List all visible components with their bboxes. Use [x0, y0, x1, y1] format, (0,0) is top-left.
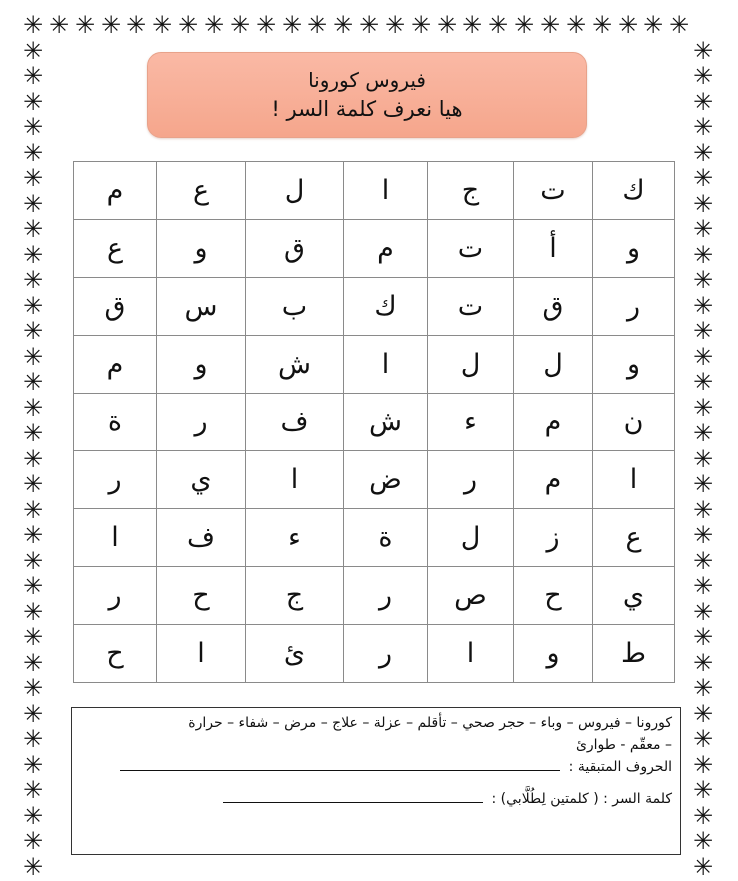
- page-subtitle: هيا نعرف كلمة السر !: [271, 97, 463, 121]
- secret-word-row: [80, 788, 672, 810]
- grid-cell[interactable]: ع: [74, 219, 157, 277]
- asterisk-star-icon: ✳: [22, 598, 44, 626]
- grid-cell[interactable]: ا: [344, 162, 428, 220]
- grid-cell[interactable]: ر: [157, 393, 246, 451]
- asterisk-star-icon: ✳: [48, 11, 70, 39]
- grid-cell[interactable]: ر: [428, 451, 514, 509]
- asterisk-star-icon: ✳: [22, 623, 44, 651]
- asterisk-star-icon: ✳: [513, 11, 535, 39]
- asterisk-star-icon: ✳: [692, 113, 714, 141]
- asterisk-star-icon: ✳: [22, 88, 44, 116]
- asterisk-star-icon: ✳: [358, 11, 380, 39]
- asterisk-star-icon: ✳: [22, 37, 44, 65]
- asterisk-star-icon: ✳: [22, 572, 44, 600]
- grid-cell[interactable]: ش: [246, 335, 344, 393]
- grid-row: [74, 625, 675, 683]
- asterisk-star-icon: ✳: [22, 547, 44, 575]
- grid-cell[interactable]: ء: [428, 393, 514, 451]
- grid-cell[interactable]: ت: [428, 277, 514, 335]
- asterisk-star-icon: ✳: [22, 674, 44, 702]
- asterisk-star-icon: ✳: [692, 394, 714, 422]
- asterisk-star-icon: ✳: [22, 827, 44, 855]
- asterisk-star-icon: ✳: [692, 496, 714, 524]
- asterisk-star-icon: ✳: [229, 11, 251, 39]
- asterisk-star-icon: ✳: [692, 37, 714, 65]
- asterisk-star-icon: ✳: [461, 11, 483, 39]
- asterisk-star-icon: ✳: [22, 802, 44, 830]
- asterisk-star-icon: ✳: [692, 674, 714, 702]
- grid-cell[interactable]: و: [593, 335, 675, 393]
- asterisk-star-icon: ✳: [22, 190, 44, 218]
- asterisk-star-icon: ✳: [306, 11, 328, 39]
- asterisk-star-icon: ✳: [151, 11, 173, 39]
- grid-cell[interactable]: م: [74, 162, 157, 220]
- asterisk-star-icon: ✳: [692, 317, 714, 345]
- asterisk-star-icon: ✳: [692, 62, 714, 90]
- grid-cell[interactable]: ي: [157, 451, 246, 509]
- word-list-line-1: كورونا – فيروس – وباء – حجر صحي – تأقلم – عزلة – علاج – مرض – شفاء – حرارة: [188, 715, 672, 731]
- grid-cell[interactable]: ل: [246, 162, 344, 220]
- grid-cell[interactable]: ء: [246, 509, 344, 567]
- grid-row: [74, 277, 675, 335]
- grid-cell[interactable]: ف: [157, 509, 246, 567]
- grid-cell[interactable]: م: [514, 451, 593, 509]
- asterisk-star-icon: ✳: [692, 853, 714, 881]
- asterisk-star-icon: ✳: [22, 649, 44, 677]
- grid-cell[interactable]: ي: [593, 567, 675, 625]
- grid-cell[interactable]: أ: [514, 219, 593, 277]
- grid-cell[interactable]: م: [74, 335, 157, 393]
- grid-cell[interactable]: ص: [428, 567, 514, 625]
- grid-cell[interactable]: ر: [74, 567, 157, 625]
- grid-row: [74, 393, 675, 451]
- grid-row: [74, 567, 675, 625]
- asterisk-star-icon: ✳: [22, 343, 44, 371]
- grid-cell[interactable]: ح: [514, 567, 593, 625]
- grid-row: [74, 451, 675, 509]
- asterisk-star-icon: ✳: [22, 394, 44, 422]
- asterisk-star-icon: ✳: [22, 317, 44, 345]
- page-title: فيروس كورونا: [308, 68, 426, 92]
- grid-cell[interactable]: ن: [593, 393, 675, 451]
- grid-cell[interactable]: ب: [246, 277, 344, 335]
- grid-cell[interactable]: ا: [428, 625, 514, 683]
- grid-cell[interactable]: ز: [514, 509, 593, 567]
- asterisk-star-icon: ✳: [692, 292, 714, 320]
- grid-cell[interactable]: ق: [74, 277, 157, 335]
- word-list-box: [71, 707, 681, 855]
- asterisk-star-icon: ✳: [539, 11, 561, 39]
- grid-cell[interactable]: ا: [593, 451, 675, 509]
- remaining-letters-label: الحروف المتبقية :: [568, 759, 672, 775]
- asterisk-star-icon: ✳: [22, 113, 44, 141]
- asterisk-star-icon: ✳: [22, 521, 44, 549]
- grid-cell[interactable]: ا: [344, 335, 428, 393]
- grid-cell[interactable]: ر: [344, 567, 428, 625]
- asterisk-star-icon: ✳: [668, 11, 690, 39]
- title-banner: [147, 52, 587, 138]
- grid-cell[interactable]: ر: [74, 451, 157, 509]
- asterisk-star-icon: ✳: [692, 776, 714, 804]
- grid-cell[interactable]: ج: [428, 162, 514, 220]
- asterisk-star-icon: ✳: [692, 88, 714, 116]
- asterisk-star-icon: ✳: [692, 241, 714, 269]
- asterisk-star-icon: ✳: [332, 11, 354, 39]
- grid-cell[interactable]: ج: [246, 567, 344, 625]
- asterisk-star-icon: ✳: [692, 572, 714, 600]
- asterisk-star-icon: ✳: [692, 547, 714, 575]
- asterisk-star-icon: ✳: [692, 827, 714, 855]
- grid-cell[interactable]: ح: [74, 625, 157, 683]
- secret-word-label: كلمة السر : ( كلمتين لِطُلَّابي) :: [491, 791, 672, 807]
- asterisk-star-icon: ✳: [692, 521, 714, 549]
- asterisk-star-icon: ✳: [100, 11, 122, 39]
- asterisk-star-icon: ✳: [692, 139, 714, 167]
- remaining-letters-row: [80, 756, 672, 778]
- grid-cell[interactable]: ة: [344, 509, 428, 567]
- asterisk-star-icon: ✳: [22, 445, 44, 473]
- asterisk-star-icon: ✳: [692, 598, 714, 626]
- grid-cell[interactable]: ا: [246, 451, 344, 509]
- grid-row: [74, 509, 675, 567]
- grid-cell[interactable]: ع: [157, 162, 246, 220]
- asterisk-star-icon: ✳: [177, 11, 199, 39]
- asterisk-star-icon: ✳: [692, 470, 714, 498]
- asterisk-star-icon: ✳: [22, 470, 44, 498]
- asterisk-star-icon: ✳: [22, 139, 44, 167]
- asterisk-star-icon: ✳: [255, 11, 277, 39]
- asterisk-star-icon: ✳: [692, 725, 714, 753]
- grid-cell[interactable]: ر: [344, 625, 428, 683]
- asterisk-star-icon: ✳: [281, 11, 303, 39]
- word-search-grid: [73, 161, 675, 683]
- asterisk-star-icon: ✳: [22, 776, 44, 804]
- asterisk-star-icon: ✳: [22, 62, 44, 90]
- asterisk-star-icon: ✳: [617, 11, 639, 39]
- asterisk-star-icon: ✳: [692, 802, 714, 830]
- asterisk-star-icon: ✳: [22, 11, 44, 39]
- grid-cell[interactable]: ا: [74, 509, 157, 567]
- grid-row: [74, 162, 675, 220]
- asterisk-star-icon: ✳: [22, 368, 44, 396]
- grid-cell[interactable]: م: [344, 219, 428, 277]
- asterisk-star-icon: ✳: [692, 445, 714, 473]
- grid-cell[interactable]: ا: [157, 625, 246, 683]
- grid-cell[interactable]: ل: [428, 335, 514, 393]
- grid-cell[interactable]: ت: [428, 219, 514, 277]
- asterisk-star-icon: ✳: [125, 11, 147, 39]
- grid-cell[interactable]: ض: [344, 451, 428, 509]
- grid-cell[interactable]: ق: [514, 277, 593, 335]
- asterisk-star-icon: ✳: [22, 496, 44, 524]
- secret-word-answer-field[interactable]: [223, 792, 483, 803]
- grid-cell[interactable]: ر: [593, 277, 675, 335]
- grid-cell[interactable]: ل: [428, 509, 514, 567]
- asterisk-star-icon: ✳: [22, 164, 44, 192]
- asterisk-star-icon: ✳: [692, 266, 714, 294]
- grid-cell[interactable]: و: [157, 335, 246, 393]
- asterisk-star-icon: ✳: [692, 649, 714, 677]
- asterisk-star-icon: ✳: [692, 419, 714, 447]
- asterisk-star-icon: ✳: [692, 751, 714, 779]
- asterisk-star-icon: ✳: [642, 11, 664, 39]
- grid-cell[interactable]: ل: [514, 335, 593, 393]
- grid-cell[interactable]: س: [157, 277, 246, 335]
- asterisk-star-icon: ✳: [692, 190, 714, 218]
- grid-cell[interactable]: و: [514, 625, 593, 683]
- asterisk-star-icon: ✳: [22, 751, 44, 779]
- remaining-letters-answer-field[interactable]: [120, 760, 560, 771]
- asterisk-star-icon: ✳: [410, 11, 432, 39]
- asterisk-star-icon: ✳: [22, 241, 44, 269]
- word-list-line-2: – معقّم - طوارئ: [575, 737, 672, 753]
- asterisk-star-icon: ✳: [692, 368, 714, 396]
- grid-cell[interactable]: ك: [593, 162, 675, 220]
- grid-cell[interactable]: ح: [157, 567, 246, 625]
- grid-cell[interactable]: ت: [514, 162, 593, 220]
- grid-cell[interactable]: م: [514, 393, 593, 451]
- asterisk-star-icon: ✳: [22, 266, 44, 294]
- asterisk-star-icon: ✳: [487, 11, 509, 39]
- grid-cell[interactable]: ف: [246, 393, 344, 451]
- grid-cell[interactable]: ش: [344, 393, 428, 451]
- grid-cell[interactable]: ع: [593, 509, 675, 567]
- asterisk-star-icon: ✳: [22, 215, 44, 243]
- asterisk-star-icon: ✳: [22, 725, 44, 753]
- grid-cell[interactable]: و: [593, 219, 675, 277]
- asterisk-star-icon: ✳: [22, 419, 44, 447]
- grid-cell[interactable]: ك: [344, 277, 428, 335]
- asterisk-star-icon: ✳: [692, 623, 714, 651]
- grid-cell[interactable]: ق: [246, 219, 344, 277]
- asterisk-star-icon: ✳: [692, 343, 714, 371]
- asterisk-star-icon: ✳: [565, 11, 587, 39]
- asterisk-star-icon: ✳: [692, 215, 714, 243]
- asterisk-star-icon: ✳: [692, 700, 714, 728]
- asterisk-star-icon: ✳: [74, 11, 96, 39]
- asterisk-star-icon: ✳: [22, 853, 44, 881]
- asterisk-star-icon: ✳: [591, 11, 613, 39]
- asterisk-star-icon: ✳: [436, 11, 458, 39]
- asterisk-star-icon: ✳: [22, 700, 44, 728]
- asterisk-star-icon: ✳: [384, 11, 406, 39]
- grid-row: [74, 219, 675, 277]
- asterisk-star-icon: ✳: [692, 164, 714, 192]
- grid-row: [74, 335, 675, 393]
- grid-cell[interactable]: ط: [593, 625, 675, 683]
- grid-cell[interactable]: ئ: [246, 625, 344, 683]
- asterisk-star-icon: ✳: [203, 11, 225, 39]
- grid-cell[interactable]: ة: [74, 393, 157, 451]
- asterisk-star-icon: ✳: [22, 292, 44, 320]
- grid-cell[interactable]: و: [157, 219, 246, 277]
